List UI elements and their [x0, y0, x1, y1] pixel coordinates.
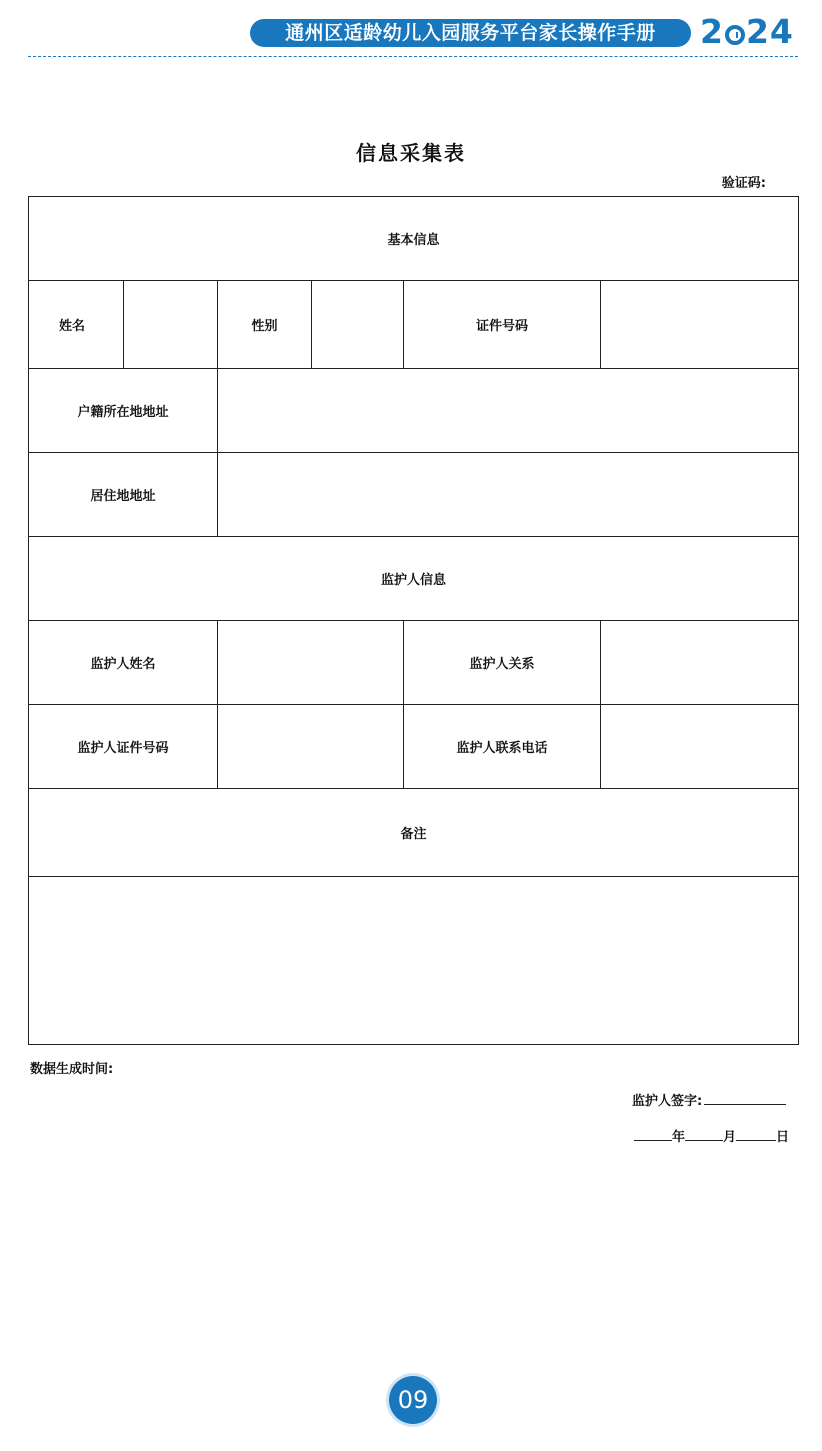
signature-label: 监护人签字:	[632, 1094, 703, 1109]
label-household-address: 户籍所在地地址	[29, 369, 218, 453]
day-blank	[736, 1128, 776, 1141]
section-remarks: 备注	[29, 789, 799, 877]
month-blank	[685, 1128, 723, 1141]
section-basic-info: 基本信息	[29, 197, 799, 281]
label-gender: 性别	[218, 281, 312, 369]
signature-blank	[704, 1092, 786, 1105]
label-name: 姓名	[29, 281, 124, 369]
field-guardian-relation	[601, 621, 799, 705]
label-residence-address: 居住地地址	[29, 453, 218, 537]
date-day-label: 日	[776, 1130, 790, 1145]
field-guardian-phone	[601, 705, 799, 789]
year-blank	[634, 1128, 672, 1141]
field-household-address	[218, 369, 799, 453]
form-title: 信息采集表	[356, 141, 466, 165]
field-gender	[312, 281, 404, 369]
date-month-label: 月	[723, 1130, 737, 1145]
label-guardian-relation: 监护人关系	[404, 621, 601, 705]
field-id-number	[601, 281, 799, 369]
label-guardian-name: 监护人姓名	[29, 621, 218, 705]
label-id-number: 证件号码	[404, 281, 601, 369]
year-prefix: 2	[700, 12, 724, 51]
manual-title-banner: 通州区适龄幼儿入园服务平台家长操作手册	[250, 19, 691, 47]
label-guardian-id-number: 监护人证件号码	[29, 705, 218, 789]
page-number: 09	[389, 1376, 437, 1424]
section-guardian-info: 监护人信息	[29, 537, 799, 621]
year-logo	[700, 14, 794, 50]
captcha-label: 验证码:	[721, 176, 766, 191]
year-suffix: 24	[745, 12, 794, 51]
date-year-label: 年	[672, 1130, 686, 1145]
label-guardian-phone: 监护人联系电话	[404, 705, 601, 789]
info-collection-table	[28, 196, 799, 1045]
signature-line	[632, 1090, 786, 1109]
field-name	[124, 281, 218, 369]
date-line	[634, 1126, 789, 1145]
field-guardian-name	[218, 621, 404, 705]
field-guardian-id-number	[218, 705, 404, 789]
header-divider	[28, 56, 798, 57]
field-residence-address	[218, 453, 799, 537]
clock-icon	[725, 25, 745, 45]
generated-time-label: 数据生成时间:	[30, 1062, 114, 1077]
field-remarks	[29, 877, 799, 1045]
